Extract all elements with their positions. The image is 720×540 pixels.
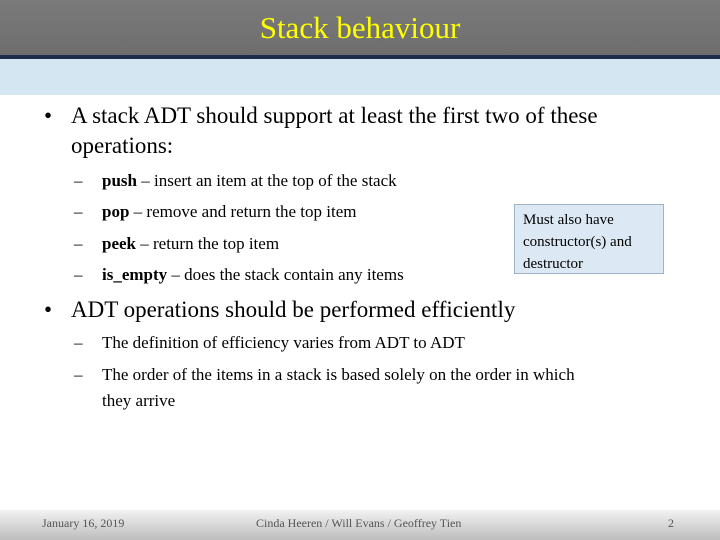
op-desc: – remove and return the top item — [129, 202, 357, 221]
title-bar — [0, 0, 720, 55]
slide-title: Stack behaviour — [259, 10, 461, 45]
op-name: peek — [102, 234, 136, 253]
efficiency-text-cont: they arrive — [102, 391, 176, 410]
header-band — [0, 59, 720, 95]
op-desc: – does the stack contain any items — [167, 265, 404, 284]
efficiency-text: The definition of efficiency varies from ADT to ADT — [102, 333, 465, 352]
dash: – — [74, 365, 83, 384]
note-line: Must also have — [523, 212, 614, 228]
efficiency-text: The order of the items in a stack is based solely on the order in which — [102, 365, 575, 384]
note-line: destructor — [523, 256, 583, 272]
op-desc: – return the top item — [136, 234, 280, 253]
op-name: is_empty — [102, 265, 168, 284]
bullet-text-cont: operations: — [71, 133, 174, 158]
bullet-operations — [44, 101, 684, 161]
dash: – — [74, 202, 83, 221]
note-box — [514, 204, 664, 274]
op-desc: – insert an item at the top of the stack — [136, 171, 397, 190]
bullet-efficiency — [44, 295, 684, 325]
page-number: 2 — [668, 516, 674, 530]
dash: – — [74, 333, 83, 352]
bullet-text: ADT operations should be performed efficiently — [71, 297, 516, 322]
footer-authors: Cinda Heeren / Will Evans / Geoffrey Tien — [256, 516, 462, 530]
op-name: pop — [102, 202, 130, 221]
op-name: push — [102, 171, 137, 190]
bullet-text: A stack ADT should support at least the first two of these — [71, 103, 598, 128]
dash: – — [74, 171, 83, 190]
note-line: constructor(s) and — [523, 234, 632, 250]
slide-footer — [0, 510, 720, 540]
bullet-symbol: • — [44, 297, 53, 322]
footer-date: January 16, 2019 — [42, 516, 125, 530]
bullet-symbol: • — [44, 103, 53, 128]
dash: – — [74, 265, 83, 284]
dash: – — [74, 234, 83, 253]
